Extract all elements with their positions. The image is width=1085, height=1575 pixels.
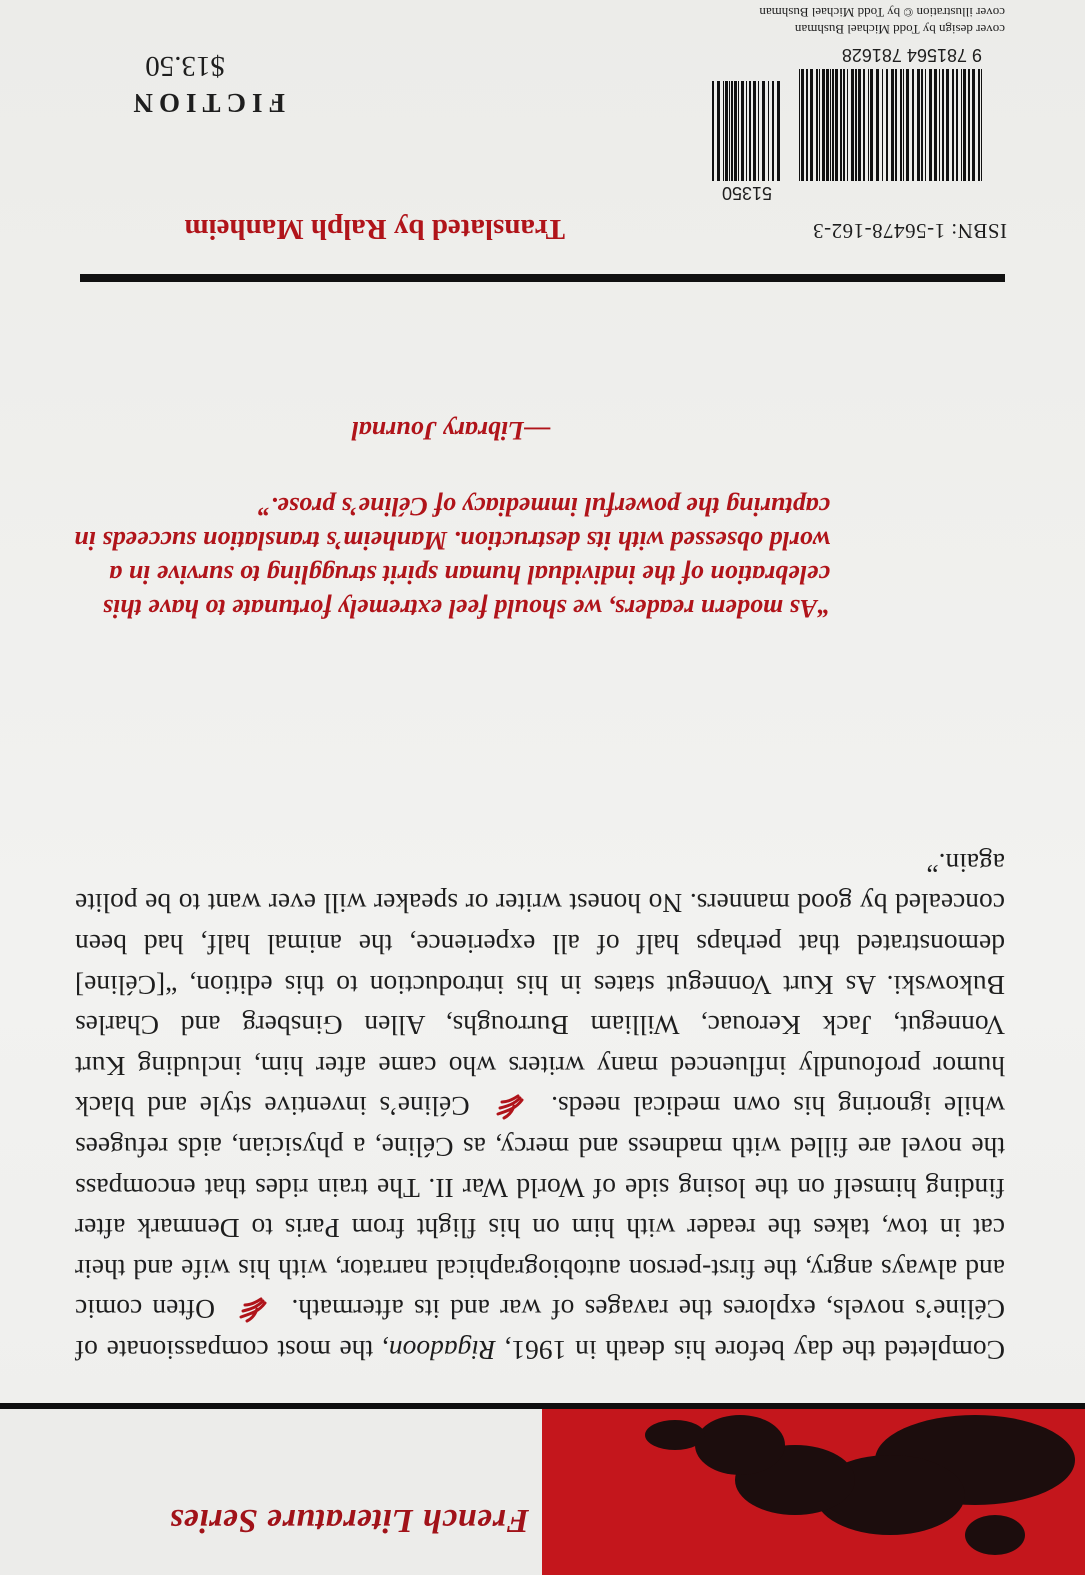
barcode-bar [906,69,909,181]
barcode-bar [978,69,980,181]
barcode-bar [801,69,804,181]
section-divider [80,274,1005,282]
barcode-bar [934,69,937,181]
series-band [0,1405,1085,1575]
barcode-bar [900,69,902,181]
blurb-text: Céline’s inventive style and black humor profoundly influenced many writers who came after him, including Kurt Vonnegut, Jack Kerouac, William Burroughs, Allen Ginsberg and Charles Bukowski. As Kurt Vonnegut states in his introduction to this edition, “[Céline] demonstrated that perhaps half of all experience, the animal half, had been concealed by good manners. No honest writer or speaker will ever want to be polite again.” [75,847,1005,1123]
isbn: ISBN: 1-56478-162-3 [812,219,1007,243]
barcode-bar [939,69,940,181]
ean-barcode [799,69,982,181]
cover-credits [605,4,1005,38]
translator-credit: Translated by Ralph Manheim [184,213,565,245]
barcode-bar [712,81,714,181]
price-addon-barcode [712,81,780,181]
barcode-bar [876,69,879,181]
barcode-bar [741,81,744,181]
ink-blot [965,1515,1025,1555]
barcode-bar [895,69,897,181]
blurb-text: Completed the day before his death in 1961, [504,1335,1005,1366]
flourish-icon [496,1092,524,1120]
barcode-bar [822,69,825,181]
review-quote: “As modern readers, we should feel extremely fortunate to have this celebration of the individual human spirit struggling to survive in a world obsessed with its destruction. Manheim’s translation succeeds in capturing the powerful immediacy of Céline’s prose.” [74,492,830,623]
barcode-bar [851,69,854,181]
barcode-bar [810,69,813,181]
barcode-bar [819,69,820,181]
barcode-bar [723,81,724,181]
barcode-bar [768,81,769,181]
barcode-bar [870,69,873,181]
barcode-bar [753,81,756,181]
barcode-bar [806,69,808,181]
blurb-text: the most compassionate of Céline’s novels, explores the ravages of war and its aftermath. [74,1294,1005,1366]
barcode-bar [972,69,975,181]
description-blurb [75,842,1005,1370]
barcode-bar [832,69,834,181]
barcode-bar [929,69,932,181]
barcode-bar [961,69,962,181]
barcode-bar [835,69,838,181]
barcode-bar [863,69,865,181]
genre-label: FICTION [127,88,285,118]
barcode-bar [830,69,831,181]
illustration-credit: cover illustration © by Todd Michael Bushman [759,5,1005,20]
barcode-bar [917,69,920,181]
barcode-bar [717,81,720,181]
barcode-bar [840,69,842,181]
barcode-bar [734,81,737,181]
barcode-bar [729,81,730,181]
barcode-bar [777,81,780,181]
barcode-bar [816,69,818,181]
flourish-icon [239,1295,267,1323]
quote-attribution: —Library Journal [351,416,550,445]
series-title: French Literature Series [169,1502,529,1539]
barcode-bar [738,81,739,181]
barcode-bar [749,81,751,181]
barcode-bar [921,69,923,181]
cover-illustration [542,1407,1085,1575]
barcode-bar [758,81,759,181]
barcode-bar [731,81,733,181]
barcode-bar [882,69,883,181]
barcode-bar [858,69,861,181]
barcode-bar [847,69,848,181]
barcode-bar [855,69,857,181]
barcode [700,45,990,205]
barcode-bar [946,69,949,181]
barcode-bar [956,69,958,181]
barcode-digits: 9 781564 781628 [841,45,982,65]
band-divider [0,1403,1085,1409]
barcode-bar [963,69,966,181]
barcode-bar [868,69,869,181]
barcode-bar [725,81,728,181]
book-title: Rigadoon, [381,1335,496,1366]
barcode-bar [826,69,829,181]
barcode-bar [903,69,904,181]
barcode-bar [762,81,765,181]
addon-digits: 51350 [721,183,772,203]
ink-blot [645,1420,705,1450]
price: $13.50 [145,50,225,82]
barcode-bar [912,69,914,181]
design-credit: cover design by Todd Michael Bushman [794,22,1005,37]
barcode-bar [925,69,926,181]
barcode-bar [952,69,954,181]
barcode-bar [799,69,800,181]
barcode-bar [843,69,845,181]
barcode-bar [886,69,888,181]
barcode-bar [981,69,982,181]
barcode-bar [772,81,774,181]
ink-blot [695,1415,785,1475]
blurb-text: Often comic and always angry, the first-person autobiographical narrator, with his wife and their cat in tow, takes the reader with him on his flight from Paris to Denmark after finding himself on the losing side of World War II. The train rides that encompass the novel are filled with madness and mercy, as Céline, a physician, aids refugees while ignoring his own medical needs. [75,1091,1005,1326]
barcode-bar [891,69,894,181]
barcode-bar [942,69,944,181]
barcode-bar [746,81,747,181]
barcode-bar [968,69,970,181]
